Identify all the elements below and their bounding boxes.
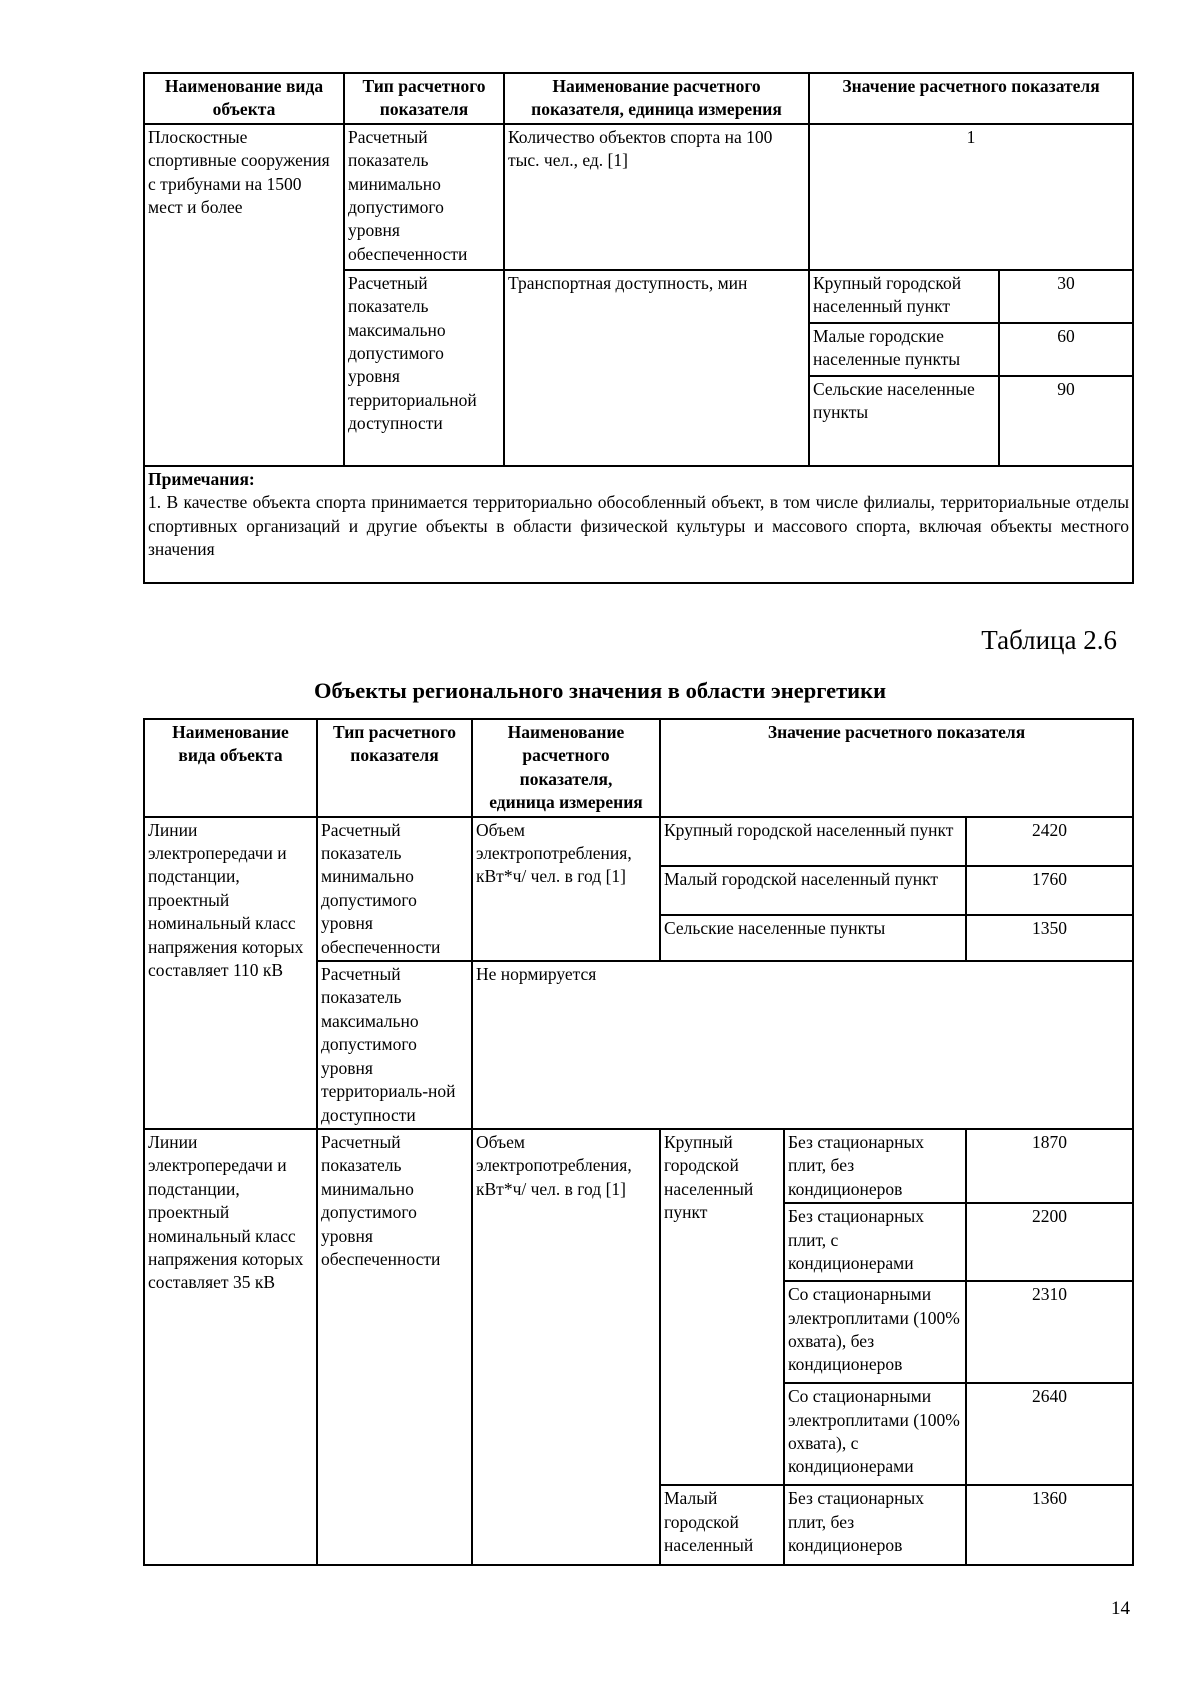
settlement-category-cell: Крупный городской населенный пункт (660, 1129, 784, 1485)
condition-cell: Без стационарных плит, без кондиционеров (784, 1485, 966, 1565)
notes-title: Примечания: (148, 468, 255, 489)
indicator-name-cell: Объем электропотребления, кВт*ч/ чел. в год [1] (472, 1129, 660, 1565)
indicator-name-cell: Транспортная доступность, мин (504, 270, 809, 466)
condition-cell: Со стационарными электроплитами (100% охвата), с кондиционерами (784, 1383, 966, 1485)
notes-cell (144, 466, 1133, 583)
condition-cell: Без стационарных плит, с кондиционерами (784, 1203, 966, 1281)
page-number: 14 (1111, 1598, 1130, 1619)
indicator-value-cell: 2310 (966, 1281, 1133, 1383)
indicator-name-cell: Количество объектов спорта на 100 тыс. чел., ед. [1] (504, 124, 809, 270)
energy-facilities-table (143, 718, 1134, 1566)
not-normed-cell: Не нормируется (472, 961, 1133, 1129)
column-header-indicator-name: Наименование расчетного показателя, единица измерения (472, 719, 660, 817)
condition-cell: Без стационарных плит, без кондиционеров (784, 1129, 966, 1203)
indicator-type-cell: Расчетный показатель минимально допустимого уровня обеспеченности (344, 124, 504, 270)
indicator-value-cell: 2640 (966, 1383, 1133, 1485)
indicator-type-cell: Расчетный показатель максимально допустимого уровня территориаль-ной доступности (317, 961, 472, 1129)
settlement-category-cell: Сельские населенные пункты (809, 376, 999, 466)
indicator-value-cell: 1350 (966, 915, 1133, 961)
settlement-category-cell: Крупный городской населенный пункт (660, 817, 966, 866)
object-name-cell: Линии электропередачи и подстанции, проектный номинальный класс напряжения которых составляет 35 кВ (144, 1129, 317, 1565)
indicator-type-cell: Расчетный показатель минимально допустимого уровня обеспеченности (317, 1129, 472, 1565)
indicator-type-cell: Расчетный показатель минимально допустимого уровня обеспеченности (317, 817, 472, 961)
indicator-value-cell: 1870 (966, 1129, 1133, 1203)
indicator-value-cell: 1 (809, 124, 1133, 270)
notes-text: 1. В качестве объекта спорта принимается территориально обособленный объект, в том числе филиалы, территориальные отделы спортивных организаций и другие объекты в области физической культуры и массового спорта, включая объекты местного значения (148, 492, 1130, 560)
settlement-category-cell: Малый городской населенный (660, 1485, 784, 1565)
settlement-category-cell: Сельские населенные пункты (660, 915, 966, 961)
column-header-object-type: Наименование вида объекта (144, 719, 317, 817)
indicator-value-cell: 2200 (966, 1203, 1133, 1281)
column-header-indicator-type: Тип расчетного показателя (344, 73, 504, 124)
object-name-cell: Линии электропередачи и подстанции, проектный номинальный класс напряжения которых составляет 110 кВ (144, 817, 317, 1129)
table-number: Таблица 2.6 (981, 625, 1117, 655)
column-header-indicator-name: Наименование расчетного показателя, единица измерения (504, 73, 809, 124)
indicator-type-cell: Расчетный показатель максимально допустимого уровня территориальной доступности (344, 270, 504, 466)
column-header-indicator-type: Тип расчетного показателя (317, 719, 472, 817)
indicator-value-cell: 30 (999, 270, 1133, 323)
table-title: Объекты регионального значения в области энергетики (313, 678, 887, 703)
object-name-cell: Плоскостные спортивные сооружения с трибунами на 1500 мест и более (144, 124, 344, 466)
indicator-value-cell: 90 (999, 376, 1133, 466)
indicator-name-cell: Объем электропотребления, кВт*ч/ чел. в год [1] (472, 817, 660, 961)
sports-facilities-table (143, 72, 1134, 584)
column-header-object-type: Наименование вида объекта (144, 73, 344, 124)
indicator-value-cell: 60 (999, 323, 1133, 376)
indicator-value-cell: 1360 (966, 1485, 1133, 1565)
condition-cell: Со стационарными электроплитами (100% охвата), без кондиционеров (784, 1281, 966, 1383)
indicator-value-cell: 1760 (966, 866, 1133, 915)
indicator-value-cell: 2420 (966, 817, 1133, 866)
settlement-category-cell: Малые городские населенные пункты (809, 323, 999, 376)
settlement-category-cell: Малый городской населенный пункт (660, 866, 966, 915)
settlement-category-cell: Крупный городской населенный пункт (809, 270, 999, 323)
column-header-indicator-value: Значение расчетного показателя (660, 719, 1133, 817)
column-header-indicator-value: Значение расчетного показателя (809, 73, 1133, 124)
